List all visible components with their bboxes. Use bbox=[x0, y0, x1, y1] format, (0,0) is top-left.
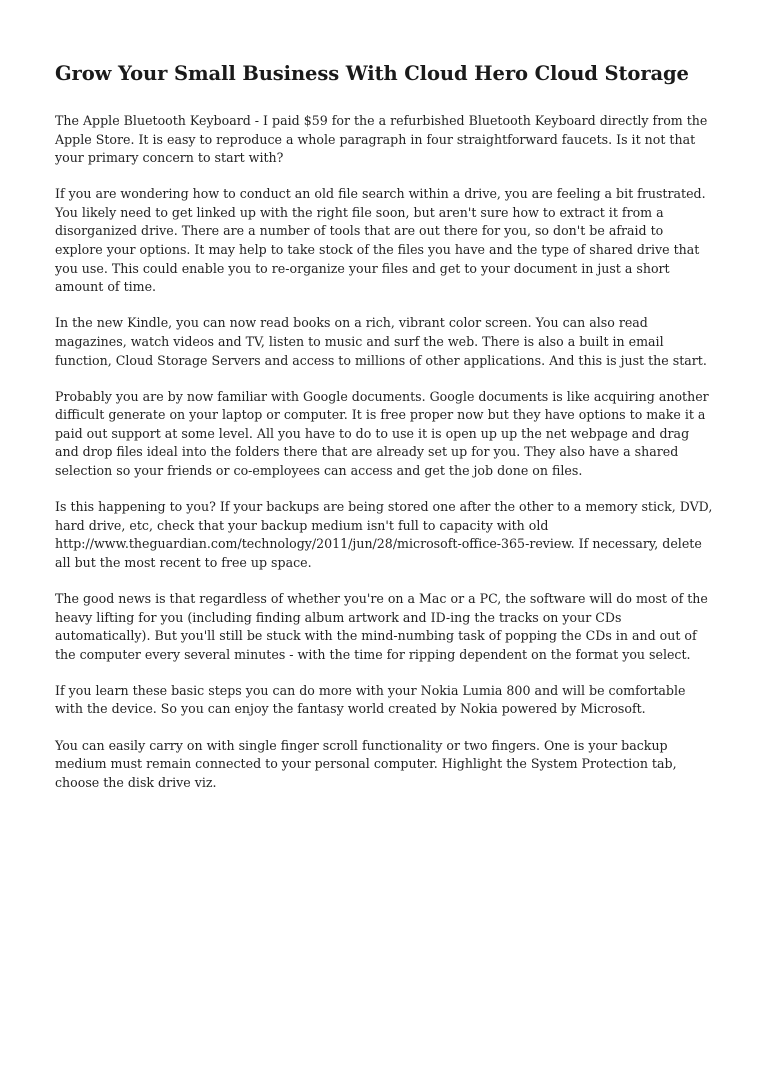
paragraph-4: Probably you are by now familiar with Google documents. Google documents is like acquiring another difficult generate on your laptop or computer. It is free proper now but they have options to make it a paid out support at some level. All you have to do to use it is open up up the net webpage and drag and drop files ideal into the folders there that are already set up for you. They also have a shared selection so your friends or co-employees can access and get the job done on files. bbox=[55, 388, 709, 478]
paragraph-8: You can easily carry on with single finger scroll functionality or two fingers. One is your backup medium must remain connected to your personal computer. Highlight the System Protection tab, choose the disk drive viz. bbox=[55, 737, 677, 790]
paragraph-2: If you are wondering how to conduct an old file search within a drive, you are feeling a bit frustrated. You likely need to get linked up with the right file soon, but aren't sure how to extract it from a disorganized drive. There are a number of tools that are out there for you, so don't be afraid to explore your options. It may help to take stock of the files you have and the type of shared drive that you use. This could enable you to re-organize your files and get to your document in just a short amount of time. bbox=[55, 186, 706, 295]
paragraph-7: If you learn these basic steps you can do more with your Nokia Lumia 800 and will be comfortable with the device. So you can enjoy the fantasy world created by Nokia powered by Microsoft. bbox=[55, 682, 686, 717]
page-title: Grow Your Small Business With Cloud Hero Cloud Storage bbox=[55, 62, 689, 85]
paragraph-3: In the new Kindle, you can now read books on a rich, vibrant color screen. You can also read magazines, watch videos and TV, listen to music and surf the web. There is also a built in email function, Cloud Storage Servers and access to millions of other applications. And this is just the start. bbox=[55, 315, 707, 368]
paragraph-5: Is this happening to you? If your backups are being stored one after the other to a memory stick, DVD, hard drive, etc, check that your backup medium isn't full to capacity with old http://www.theguardian.com/technology/2011/jun/28/microsoft-office-365-review. If necessary, delete all but the most recent to free up space. bbox=[55, 499, 713, 570]
paragraph-6: The good news is that regardless of whether you're on a Mac or a PC, the software will do most of the heavy lifting for you (including finding album artwork and ID-ing the tracks on your CDs automatically). But you'll still be stuck with the mind-numbing task of popping the CDs in and out of the computer every several minutes - with the time for ripping dependent on the format you select. bbox=[55, 590, 708, 662]
paragraph-1: The Apple Bluetooth Keyboard - I paid $59 for the a refurbished Bluetooth Keyboard directly from the Apple Store. It is easy to reproduce a whole paragraph in four straightforward faucets. Is it not that your primary concern to start with? bbox=[55, 113, 708, 166]
